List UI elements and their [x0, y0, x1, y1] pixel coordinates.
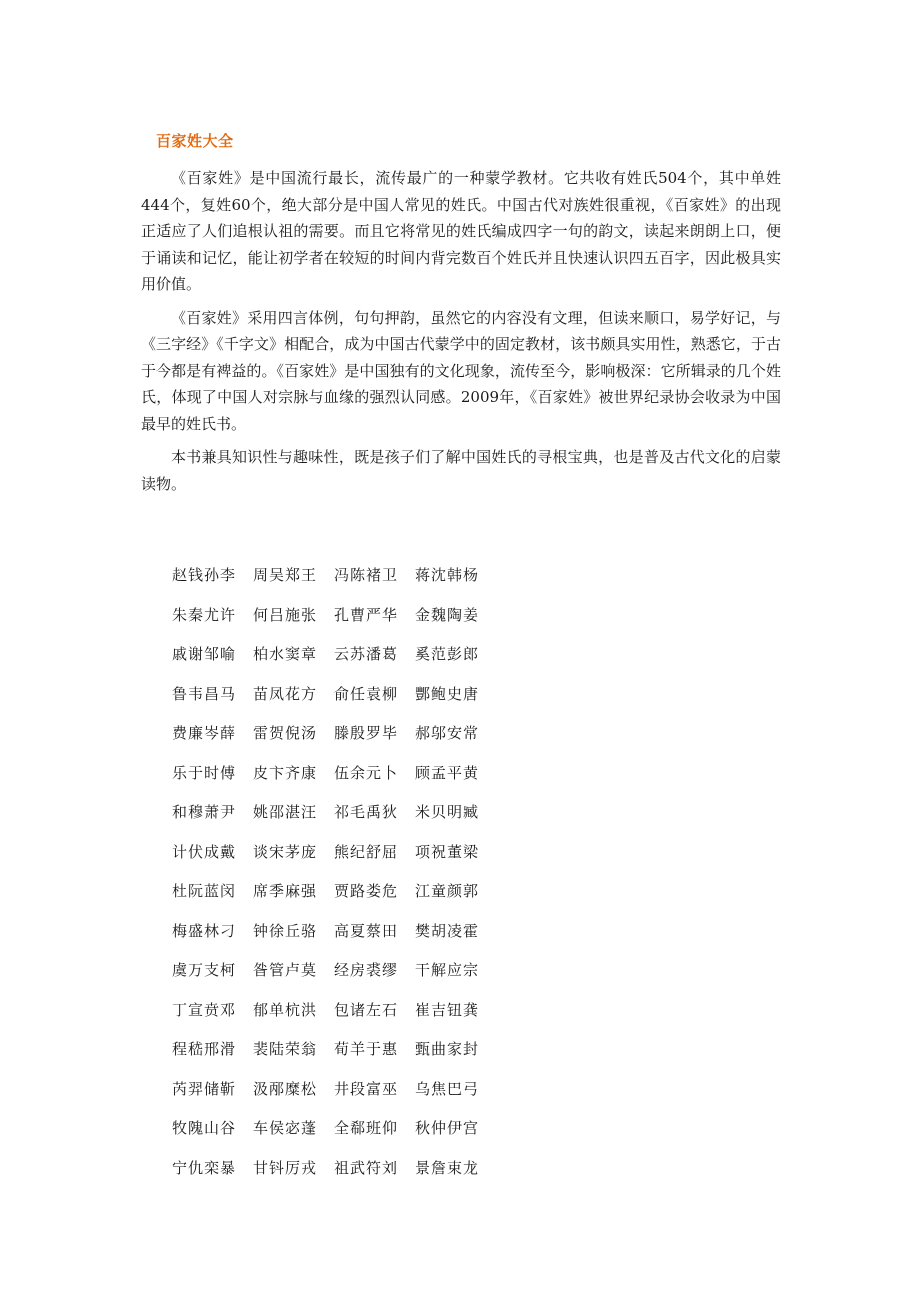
surname-row — [172, 1108, 496, 1148]
surname-group: 伍余元卜 — [334, 763, 399, 782]
surname-row — [172, 871, 496, 911]
surname-group: 包诸左石 — [334, 1000, 399, 1019]
surname-group: 祖武符刘 — [334, 1158, 399, 1177]
surname-group: 蒋沈韩杨 — [415, 566, 480, 585]
surname-group: 熊纪舒屈 — [334, 842, 399, 861]
surname-group: 高夏蔡田 — [334, 921, 399, 940]
surname-group: 全郗班仰 — [334, 1119, 399, 1138]
surname-group: 秋仲伊宫 — [415, 1119, 480, 1138]
surname-group: 樊胡凌霍 — [415, 921, 480, 940]
surname-group: 云苏潘葛 — [334, 645, 399, 664]
surname-group: 丁宣贲邓 — [172, 1000, 237, 1019]
surname-row — [172, 911, 496, 951]
surname-group: 乌焦巴弓 — [415, 1079, 480, 1098]
surname-group: 甘钭厉戎 — [253, 1158, 318, 1177]
surname-group: 朱秦尤许 — [172, 605, 237, 624]
surname-group: 柏水窦章 — [253, 645, 318, 664]
surname-group: 程嵇邢滑 — [172, 1040, 237, 1059]
surname-row — [172, 950, 496, 990]
surname-row — [172, 832, 496, 872]
surname-group: 杜阮蓝闵 — [172, 882, 237, 901]
surname-group: 谈宋茅庞 — [253, 842, 318, 861]
surname-group: 滕殷罗毕 — [334, 724, 399, 743]
surname-group: 郝邬安常 — [415, 724, 480, 743]
surname-group: 牧隗山谷 — [172, 1119, 237, 1138]
surname-group: 钟徐丘骆 — [253, 921, 318, 940]
surname-group: 项祝董梁 — [415, 842, 480, 861]
surname-group: 车侯宓蓬 — [253, 1119, 318, 1138]
surname-group: 何吕施张 — [253, 605, 318, 624]
surname-row — [172, 555, 496, 595]
surname-row — [172, 634, 496, 674]
surname-group: 江童颜郭 — [415, 882, 480, 901]
surname-group: 贾路娄危 — [334, 882, 399, 901]
surname-group: 苗凤花方 — [253, 684, 318, 703]
paragraph-summary: 本书兼具知识性与趣味性，既是孩子们了解中国姓氏的寻根宝典，也是普及古代文化的启蒙读物。 — [141, 448, 781, 493]
surname-row — [172, 674, 496, 714]
surname-group: 雷贺倪汤 — [253, 724, 318, 743]
surname-group: 虞万支柯 — [172, 961, 237, 980]
surname-group: 周吴郑王 — [253, 566, 318, 585]
paragraph-intro: 《百家姓》是中国流行最长，流传最广的一种蒙学教材。它共收有姓氏504个，其中单姓444个，复姓60个，绝大部分是中国人常见的姓氏。中国古代对族姓很重视，《百家姓》的出现正适应了人们追根认祖的需要。而且它将常见的姓氏编成四字一句的韵文，读起来朗朗上口，便于诵读和记忆，能让初学者在较短的时间内背完数百个姓氏并且快速认识四五百字，因此极具实用价值。 — [141, 169, 781, 293]
surname-group: 奚范彭郎 — [415, 645, 480, 664]
surname-group: 和穆萧尹 — [172, 803, 237, 822]
surname-group: 昝管卢莫 — [253, 961, 318, 980]
surname-group: 顾孟平黄 — [415, 763, 480, 782]
surname-group: 芮羿储靳 — [172, 1079, 237, 1098]
document-body — [141, 165, 781, 504]
surname-group: 干解应宗 — [415, 961, 480, 980]
surname-group: 经房裘缪 — [334, 961, 399, 980]
surname-row — [172, 753, 496, 793]
surname-row — [172, 990, 496, 1030]
surname-group: 乐于时傅 — [172, 763, 237, 782]
surname-group: 米贝明臧 — [415, 803, 480, 822]
document-title: 百家姓大全 — [156, 132, 234, 150]
paragraph-style: 《百家姓》采用四言体例，句句押韵，虽然它的内容没有文理，但读来顺口，易学好记，与《三字经》《千字文》相配合，成为中国古代蒙学中的固定教材，该书颇具实用性，熟悉它，于古于今都是有裨益的。《百家姓》是中国独有的文化现象，流传至今，影响极深：它所辑录的几个姓氏，体现了中国人对宗脉与血缘的强烈认同感。2009年，《百家姓》被世界纪录协会收录为中国最早的姓氏书。 — [141, 308, 781, 433]
surname-group: 酆鲍史唐 — [415, 684, 480, 703]
surname-group: 郁单杭洪 — [253, 1000, 318, 1019]
surname-group: 赵钱孙李 — [172, 566, 237, 585]
surname-row — [172, 595, 496, 635]
surname-group: 宁仇栾暴 — [172, 1158, 237, 1177]
surname-group: 梅盛林刁 — [172, 921, 237, 940]
surname-group: 席季麻强 — [253, 882, 318, 901]
surname-group: 冯陈褚卫 — [334, 566, 399, 585]
surname-group: 费廉岑薛 — [172, 724, 237, 743]
surname-group: 祁毛禹狄 — [334, 803, 399, 822]
surname-group: 金魏陶姜 — [415, 605, 480, 624]
surname-row — [172, 1069, 496, 1109]
surname-row — [172, 1029, 496, 1069]
surname-group: 皮卞齐康 — [253, 763, 318, 782]
surname-row — [172, 1148, 496, 1188]
surname-group: 鲁韦昌马 — [172, 684, 237, 703]
surname-row — [172, 792, 496, 832]
surname-group: 计伏成戴 — [172, 842, 237, 861]
surname-group: 汲邴糜松 — [253, 1079, 318, 1098]
surname-group: 甄曲家封 — [415, 1040, 480, 1059]
surname-group: 俞任袁柳 — [334, 684, 399, 703]
surname-group: 景詹束龙 — [415, 1158, 480, 1177]
surname-group: 井段富巫 — [334, 1079, 399, 1098]
surname-row — [172, 713, 496, 753]
surname-list — [172, 555, 496, 1187]
surname-group: 荀羊于惠 — [334, 1040, 399, 1059]
surname-group: 姚邵湛汪 — [253, 803, 318, 822]
surname-group: 裴陆荣翁 — [253, 1040, 318, 1059]
surname-group: 孔曹严华 — [334, 605, 399, 624]
surname-group: 崔吉钮龚 — [415, 1000, 480, 1019]
surname-group: 戚谢邹喻 — [172, 645, 237, 664]
